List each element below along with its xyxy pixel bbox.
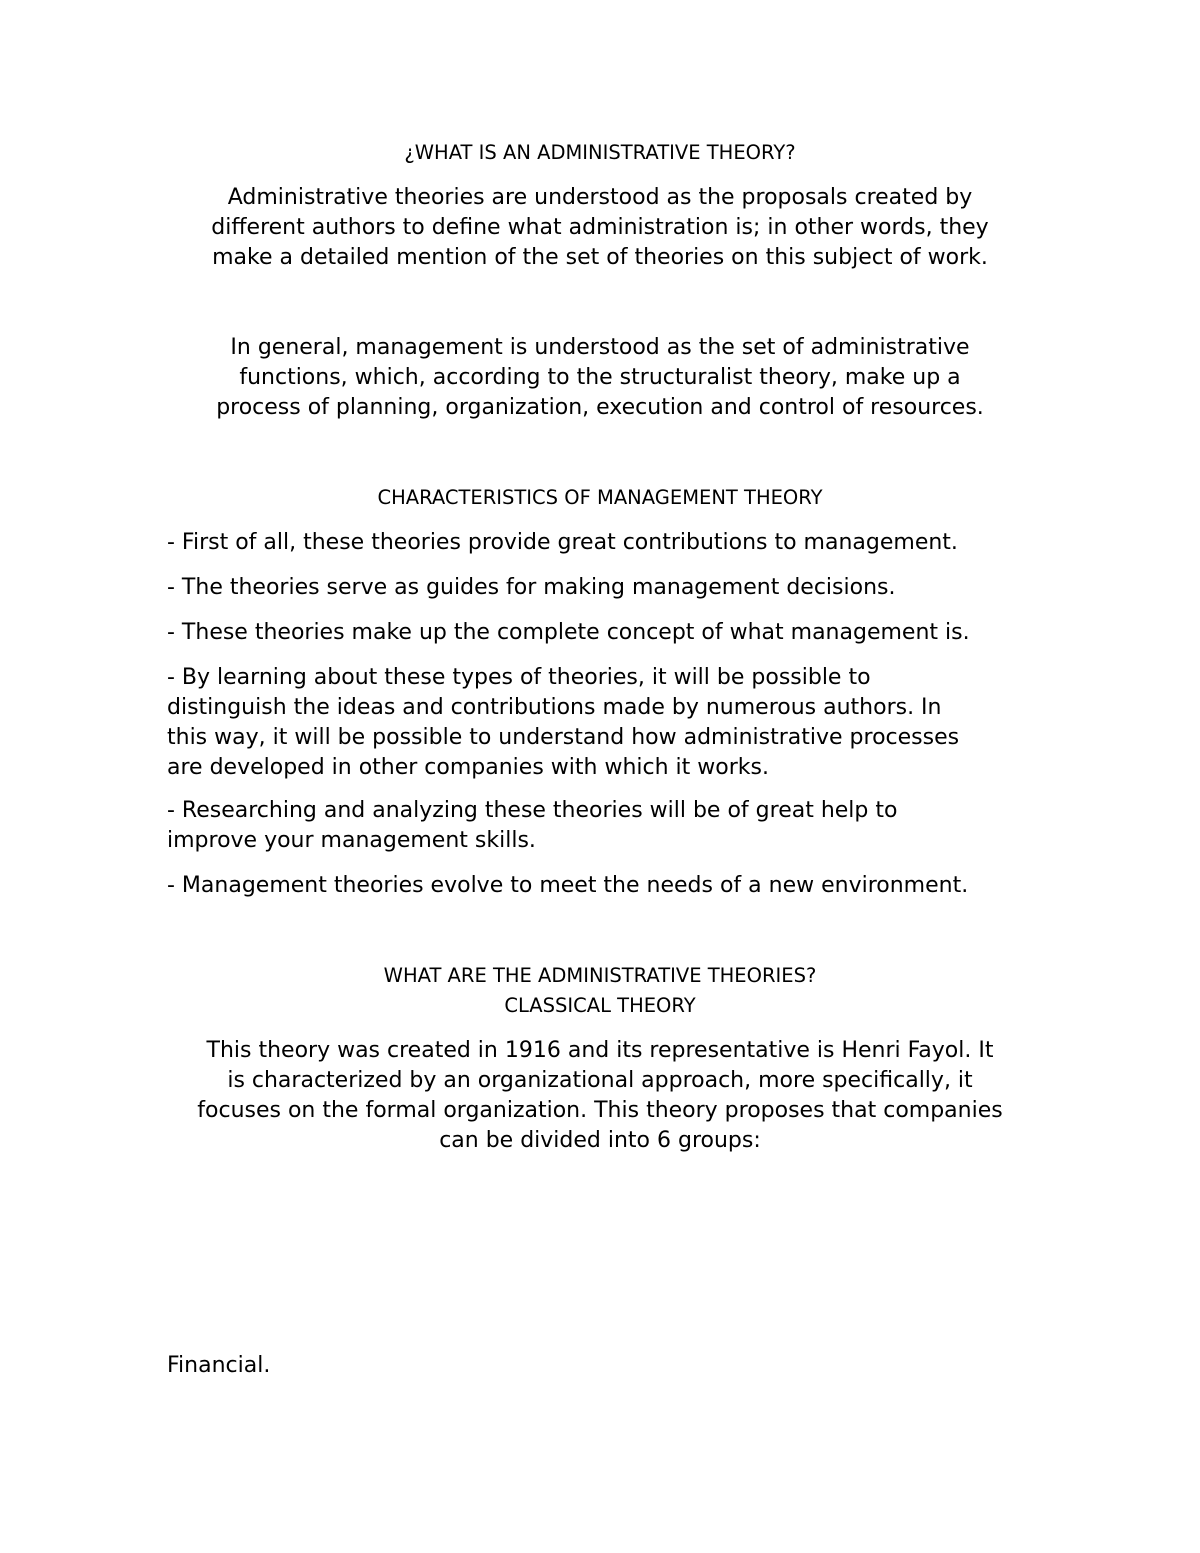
paragraph-management-general	[150, 333, 1050, 423]
list-item-line: improve your management skills.	[167, 828, 536, 853]
list-item-line: - Management theories evolve to meet the needs of a new environment.	[167, 873, 969, 898]
list-item	[167, 796, 1047, 856]
heading-text: ¿WHAT IS AN ADMINISTRATIVE THEORY?	[404, 141, 796, 164]
paragraph-line: functions, which, according to the structuralist theory, make up a	[239, 365, 961, 390]
heading-characteristics	[150, 483, 1050, 513]
list-item-line: - Researching and analyzing these theories will be of great help to	[167, 798, 898, 823]
list-item-line: are developed in other companies with which it works.	[167, 755, 769, 780]
list-item-line: - These theories make up the complete concept of what management is.	[167, 620, 970, 645]
paragraph-classical-theory	[150, 1036, 1050, 1156]
paragraph-line: focuses on the formal organization. This theory proposes that companies	[197, 1098, 1003, 1123]
paragraph-line: This theory was created in 1916 and its representative is Henri Fayol. It	[206, 1038, 994, 1063]
heading-text: WHAT ARE THE ADMINISTRATIVE THEORIES?	[383, 964, 817, 987]
list-item	[167, 663, 1047, 783]
list-item-financial	[167, 1351, 1047, 1381]
list-item	[167, 871, 1047, 901]
heading-classical-theory: CLASSICAL THEORY	[504, 994, 696, 1017]
list-item-line: - First of all, these theories provide great contributions to management.	[167, 530, 958, 555]
paragraph-line: different authors to define what administration is; in other words, they	[211, 215, 989, 240]
paragraph-line: process of planning, organization, execution and control of resources.	[216, 395, 984, 420]
list-item-line: distinguish the ideas and contributions made by numerous authors. In	[167, 695, 942, 720]
paragraph-line: can be divided into 6 groups:	[439, 1128, 761, 1153]
paragraph-administrative-theories-definition	[150, 183, 1050, 273]
list-item-line: - The theories serve as guides for making management decisions.	[167, 575, 896, 600]
paragraph-line: In general, management is understood as the set of administrative	[230, 335, 970, 360]
list-item	[167, 573, 1047, 603]
paragraph-line: is characterized by an organizational approach, more specifically, it	[227, 1068, 973, 1093]
list-item-line: this way, it will be possible to understand how administrative processes	[167, 725, 960, 750]
paragraph-line: Administrative theories are understood as the proposals created by	[227, 185, 973, 210]
paragraph-line: make a detailed mention of the set of theories on this subject of work.	[212, 245, 988, 270]
list-item-line: - By learning about these types of theories, it will be possible to	[167, 665, 871, 690]
list-item	[167, 618, 1047, 648]
heading-what-is-administrative-theory	[150, 138, 1050, 168]
list-item-line: Financial.	[167, 1353, 271, 1378]
heading-text: CHARACTERISTICS OF MANAGEMENT THEORY	[377, 486, 823, 509]
heading-what-are-administrative-theories	[150, 961, 1050, 1021]
list-item	[167, 528, 1047, 558]
